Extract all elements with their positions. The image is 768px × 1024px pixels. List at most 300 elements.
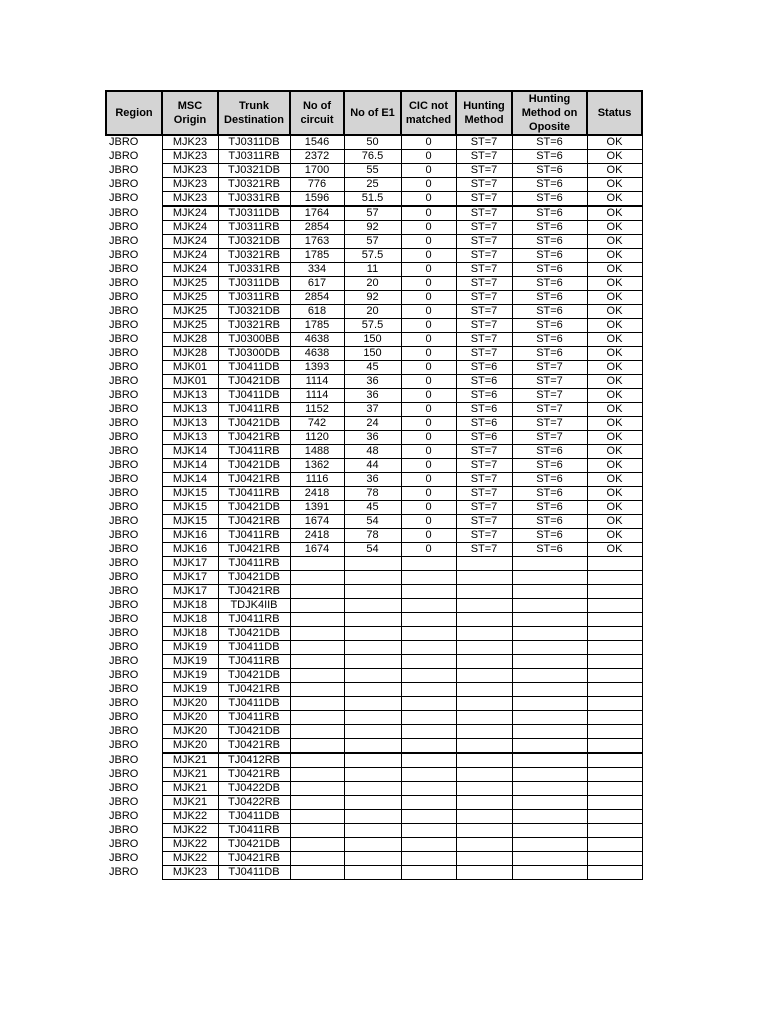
trunk-destination-cell: TJ0421RB xyxy=(218,473,290,487)
table-row xyxy=(106,263,642,277)
no-of-e1-cell: 57 xyxy=(344,235,401,249)
table-row xyxy=(106,725,642,739)
table-row xyxy=(106,852,642,866)
hunting-method-opposite-cell: ST=6 xyxy=(512,192,587,207)
cic-not-matched-cell xyxy=(401,866,456,880)
msc-origin-cell: MJK23 xyxy=(162,866,218,880)
no-of-circuit-cell xyxy=(290,599,344,613)
hunting-method-cell: ST=6 xyxy=(456,417,512,431)
no-of-circuit-cell xyxy=(290,824,344,838)
no-of-circuit-cell: 1120 xyxy=(290,431,344,445)
cic-not-matched-cell xyxy=(401,768,456,782)
no-of-e1-cell xyxy=(344,796,401,810)
msc-origin-cell: MJK20 xyxy=(162,739,218,754)
trunk-destination-cell: TJ0311RB xyxy=(218,291,290,305)
table-body xyxy=(106,135,642,880)
msc-origin-cell: MJK14 xyxy=(162,473,218,487)
region-cell: JBRO xyxy=(106,810,162,824)
table-row xyxy=(106,375,642,389)
cic-not-matched-cell: 0 xyxy=(401,347,456,361)
no-of-e1-cell xyxy=(344,810,401,824)
hunting-method-cell xyxy=(456,725,512,739)
no-of-circuit-cell: 742 xyxy=(290,417,344,431)
msc-origin-cell: MJK18 xyxy=(162,627,218,641)
hunting-method-opposite-cell: ST=6 xyxy=(512,164,587,178)
region-cell: JBRO xyxy=(106,389,162,403)
hunting-method-opposite-cell: ST=6 xyxy=(512,487,587,501)
hunting-method-opposite-cell: ST=6 xyxy=(512,529,587,543)
no-of-e1-cell xyxy=(344,725,401,739)
msc-origin-cell: MJK01 xyxy=(162,361,218,375)
no-of-circuit-cell: 1596 xyxy=(290,192,344,207)
status-cell xyxy=(587,838,642,852)
cic-not-matched-cell xyxy=(401,725,456,739)
trunk-destination-cell: TJ0311RB xyxy=(218,221,290,235)
trunk-destination-cell: TJ0411DB xyxy=(218,389,290,403)
region-cell: JBRO xyxy=(106,249,162,263)
hunting-method-opposite-cell: ST=6 xyxy=(512,515,587,529)
status-cell xyxy=(587,557,642,571)
status-cell: OK xyxy=(587,192,642,207)
no-of-circuit-cell: 1674 xyxy=(290,515,344,529)
msc-origin-cell: MJK28 xyxy=(162,347,218,361)
hunting-method-opposite-cell xyxy=(512,782,587,796)
no-of-e1-cell: 45 xyxy=(344,361,401,375)
table-row xyxy=(106,487,642,501)
table-row xyxy=(106,431,642,445)
trunk-destination-cell: TJ0421RB xyxy=(218,739,290,754)
table-row xyxy=(106,235,642,249)
trunk-destination-cell: TJ0421DB xyxy=(218,501,290,515)
no-of-e1-cell: 78 xyxy=(344,529,401,543)
header-status: Status xyxy=(587,91,642,135)
region-cell: JBRO xyxy=(106,333,162,347)
status-cell xyxy=(587,669,642,683)
no-of-e1-cell: 55 xyxy=(344,164,401,178)
hunting-method-cell: ST=7 xyxy=(456,192,512,207)
hunting-method-cell xyxy=(456,557,512,571)
cic-not-matched-cell: 0 xyxy=(401,150,456,164)
status-cell: OK xyxy=(587,249,642,263)
cic-not-matched-cell xyxy=(401,824,456,838)
cic-not-matched-cell: 0 xyxy=(401,333,456,347)
region-cell: JBRO xyxy=(106,782,162,796)
table-row xyxy=(106,768,642,782)
trunk-status-table xyxy=(105,90,643,880)
trunk-destination-cell: TJ0421RB xyxy=(218,852,290,866)
msc-origin-cell: MJK18 xyxy=(162,613,218,627)
status-cell: OK xyxy=(587,487,642,501)
cic-not-matched-cell: 0 xyxy=(401,515,456,529)
cic-not-matched-cell xyxy=(401,697,456,711)
no-of-e1-cell: 11 xyxy=(344,263,401,277)
no-of-circuit-cell xyxy=(290,796,344,810)
status-cell: OK xyxy=(587,319,642,333)
cic-not-matched-cell xyxy=(401,613,456,627)
hunting-method-cell xyxy=(456,599,512,613)
no-of-e1-cell: 20 xyxy=(344,277,401,291)
no-of-circuit-cell: 1114 xyxy=(290,389,344,403)
status-cell: OK xyxy=(587,389,642,403)
no-of-e1-cell: 36 xyxy=(344,375,401,389)
cic-not-matched-cell xyxy=(401,641,456,655)
region-cell: JBRO xyxy=(106,178,162,192)
msc-origin-cell: MJK22 xyxy=(162,810,218,824)
no-of-circuit-cell xyxy=(290,683,344,697)
no-of-e1-cell: 45 xyxy=(344,501,401,515)
hunting-method-opposite-cell: ST=6 xyxy=(512,277,587,291)
msc-origin-cell: MJK25 xyxy=(162,291,218,305)
hunting-method-cell: ST=7 xyxy=(456,319,512,333)
hunting-method-cell: ST=7 xyxy=(456,291,512,305)
cic-not-matched-cell: 0 xyxy=(401,445,456,459)
status-cell xyxy=(587,711,642,725)
trunk-destination-cell: TJ0411RB xyxy=(218,557,290,571)
table-row xyxy=(106,810,642,824)
hunting-method-cell: ST=7 xyxy=(456,445,512,459)
no-of-e1-cell: 54 xyxy=(344,515,401,529)
msc-origin-cell: MJK14 xyxy=(162,459,218,473)
msc-origin-cell: MJK17 xyxy=(162,585,218,599)
msc-origin-cell: MJK24 xyxy=(162,235,218,249)
status-cell: OK xyxy=(587,263,642,277)
cic-not-matched-cell xyxy=(401,782,456,796)
msc-origin-cell: MJK24 xyxy=(162,221,218,235)
trunk-destination-cell: TJ0311DB xyxy=(218,135,290,150)
table-row xyxy=(106,403,642,417)
no-of-circuit-cell xyxy=(290,557,344,571)
msc-origin-cell: MJK19 xyxy=(162,669,218,683)
hunting-method-opposite-cell: ST=7 xyxy=(512,431,587,445)
no-of-e1-cell xyxy=(344,753,401,768)
region-cell: JBRO xyxy=(106,683,162,697)
status-cell: OK xyxy=(587,291,642,305)
status-cell: OK xyxy=(587,235,642,249)
table-row xyxy=(106,753,642,768)
msc-origin-cell: MJK13 xyxy=(162,417,218,431)
hunting-method-opposite-cell: ST=6 xyxy=(512,135,587,150)
cic-not-matched-cell: 0 xyxy=(401,192,456,207)
no-of-e1-cell xyxy=(344,683,401,697)
no-of-circuit-cell xyxy=(290,641,344,655)
trunk-destination-cell: TJ0411DB xyxy=(218,697,290,711)
hunting-method-cell: ST=7 xyxy=(456,473,512,487)
hunting-method-cell: ST=7 xyxy=(456,263,512,277)
hunting-method-opposite-cell: ST=7 xyxy=(512,361,587,375)
msc-origin-cell: MJK28 xyxy=(162,333,218,347)
region-cell: JBRO xyxy=(106,529,162,543)
header-trunk-destination: Trunk Destination xyxy=(218,91,290,135)
hunting-method-opposite-cell xyxy=(512,585,587,599)
table-row xyxy=(106,669,642,683)
cic-not-matched-cell: 0 xyxy=(401,178,456,192)
hunting-method-opposite-cell xyxy=(512,768,587,782)
region-cell: JBRO xyxy=(106,431,162,445)
trunk-destination-cell: TJ0421DB xyxy=(218,571,290,585)
trunk-destination-cell: TJ0321RB xyxy=(218,178,290,192)
table-row xyxy=(106,206,642,221)
table-row xyxy=(106,249,642,263)
table-row xyxy=(106,838,642,852)
region-cell: JBRO xyxy=(106,824,162,838)
status-cell xyxy=(587,683,642,697)
hunting-method-opposite-cell: ST=6 xyxy=(512,445,587,459)
trunk-destination-cell: TJ0411RB xyxy=(218,824,290,838)
hunting-method-opposite-cell xyxy=(512,852,587,866)
status-cell: OK xyxy=(587,178,642,192)
trunk-destination-cell: TJ0411DB xyxy=(218,866,290,880)
no-of-e1-cell xyxy=(344,739,401,754)
table-row xyxy=(106,473,642,487)
table-row xyxy=(106,571,642,585)
no-of-circuit-cell: 1785 xyxy=(290,249,344,263)
status-cell: OK xyxy=(587,361,642,375)
region-cell: JBRO xyxy=(106,697,162,711)
no-of-e1-cell xyxy=(344,852,401,866)
no-of-circuit-cell xyxy=(290,627,344,641)
no-of-circuit-cell xyxy=(290,739,344,754)
region-cell: JBRO xyxy=(106,192,162,207)
table-row xyxy=(106,515,642,529)
status-cell: OK xyxy=(587,431,642,445)
cic-not-matched-cell xyxy=(401,711,456,725)
no-of-circuit-cell xyxy=(290,838,344,852)
trunk-destination-cell: TJ0311RB xyxy=(218,150,290,164)
status-cell xyxy=(587,571,642,585)
hunting-method-cell xyxy=(456,627,512,641)
cic-not-matched-cell: 0 xyxy=(401,431,456,445)
table-row xyxy=(106,291,642,305)
hunting-method-cell xyxy=(456,768,512,782)
msc-origin-cell: MJK17 xyxy=(162,571,218,585)
hunting-method-opposite-cell: ST=6 xyxy=(512,235,587,249)
hunting-method-opposite-cell xyxy=(512,571,587,585)
cic-not-matched-cell: 0 xyxy=(401,459,456,473)
cic-not-matched-cell xyxy=(401,655,456,669)
region-cell: JBRO xyxy=(106,543,162,557)
hunting-method-opposite-cell: ST=6 xyxy=(512,221,587,235)
no-of-e1-cell: 150 xyxy=(344,333,401,347)
no-of-e1-cell xyxy=(344,768,401,782)
no-of-circuit-cell xyxy=(290,585,344,599)
no-of-e1-cell: 76.5 xyxy=(344,150,401,164)
status-cell xyxy=(587,739,642,754)
no-of-circuit-cell: 1488 xyxy=(290,445,344,459)
cic-not-matched-cell xyxy=(401,557,456,571)
status-cell: OK xyxy=(587,473,642,487)
hunting-method-opposite-cell: ST=6 xyxy=(512,459,587,473)
hunting-method-opposite-cell: ST=7 xyxy=(512,389,587,403)
no-of-circuit-cell xyxy=(290,571,344,585)
table-header xyxy=(106,91,642,135)
msc-origin-cell: MJK23 xyxy=(162,192,218,207)
trunk-destination-cell: TJ0321DB xyxy=(218,164,290,178)
hunting-method-opposite-cell: ST=6 xyxy=(512,263,587,277)
msc-origin-cell: MJK24 xyxy=(162,263,218,277)
hunting-method-cell xyxy=(456,753,512,768)
hunting-method-opposite-cell xyxy=(512,557,587,571)
hunting-method-cell xyxy=(456,838,512,852)
hunting-method-opposite-cell: ST=6 xyxy=(512,249,587,263)
region-cell: JBRO xyxy=(106,150,162,164)
trunk-destination-cell: TDJK4IIB xyxy=(218,599,290,613)
status-cell xyxy=(587,852,642,866)
cic-not-matched-cell: 0 xyxy=(401,263,456,277)
trunk-destination-cell: TJ0311DB xyxy=(218,277,290,291)
status-cell: OK xyxy=(587,150,642,164)
no-of-e1-cell: 92 xyxy=(344,221,401,235)
no-of-e1-cell xyxy=(344,613,401,627)
hunting-method-opposite-cell: ST=6 xyxy=(512,305,587,319)
no-of-e1-cell: 37 xyxy=(344,403,401,417)
trunk-destination-cell: TJ0421DB xyxy=(218,627,290,641)
hunting-method-cell xyxy=(456,852,512,866)
hunting-method-cell: ST=7 xyxy=(456,543,512,557)
status-cell xyxy=(587,655,642,669)
trunk-destination-cell: TJ0411RB xyxy=(218,529,290,543)
region-cell: JBRO xyxy=(106,206,162,221)
hunting-method-opposite-cell: ST=7 xyxy=(512,375,587,389)
no-of-circuit-cell: 617 xyxy=(290,277,344,291)
trunk-destination-cell: TJ0411RB xyxy=(218,403,290,417)
table-row xyxy=(106,135,642,150)
no-of-circuit-cell: 1546 xyxy=(290,135,344,150)
header-cic-not-matched: CIC not matched xyxy=(401,91,456,135)
hunting-method-opposite-cell xyxy=(512,824,587,838)
table-row xyxy=(106,333,642,347)
hunting-method-cell: ST=7 xyxy=(456,459,512,473)
hunting-method-opposite-cell: ST=6 xyxy=(512,543,587,557)
no-of-e1-cell: 150 xyxy=(344,347,401,361)
cic-not-matched-cell: 0 xyxy=(401,543,456,557)
trunk-destination-cell: TJ0311DB xyxy=(218,206,290,221)
hunting-method-cell: ST=7 xyxy=(456,515,512,529)
msc-origin-cell: MJK19 xyxy=(162,655,218,669)
hunting-method-cell: ST=6 xyxy=(456,403,512,417)
table-row xyxy=(106,711,642,725)
cic-not-matched-cell: 0 xyxy=(401,487,456,501)
trunk-destination-cell: TJ0300BB xyxy=(218,333,290,347)
msc-origin-cell: MJK19 xyxy=(162,683,218,697)
msc-origin-cell: MJK22 xyxy=(162,824,218,838)
table-row xyxy=(106,192,642,207)
region-cell: JBRO xyxy=(106,515,162,529)
status-cell: OK xyxy=(587,543,642,557)
header-msc-origin: MSC Origin xyxy=(162,91,218,135)
region-cell: JBRO xyxy=(106,347,162,361)
hunting-method-opposite-cell xyxy=(512,838,587,852)
status-cell: OK xyxy=(587,515,642,529)
table-row xyxy=(106,319,642,333)
table-row xyxy=(106,305,642,319)
trunk-destination-cell: TJ0421RB xyxy=(218,515,290,529)
table-row xyxy=(106,824,642,838)
cic-not-matched-cell: 0 xyxy=(401,164,456,178)
no-of-e1-cell: 50 xyxy=(344,135,401,150)
no-of-e1-cell: 36 xyxy=(344,473,401,487)
region-cell: JBRO xyxy=(106,627,162,641)
hunting-method-cell: ST=6 xyxy=(456,375,512,389)
trunk-destination-cell: TJ0300DB xyxy=(218,347,290,361)
status-cell: OK xyxy=(587,221,642,235)
msc-origin-cell: MJK20 xyxy=(162,697,218,711)
no-of-e1-cell xyxy=(344,866,401,880)
no-of-e1-cell xyxy=(344,627,401,641)
table-row xyxy=(106,445,642,459)
table-row xyxy=(106,655,642,669)
hunting-method-cell xyxy=(456,711,512,725)
hunting-method-cell: ST=7 xyxy=(456,487,512,501)
cic-not-matched-cell: 0 xyxy=(401,305,456,319)
no-of-circuit-cell: 334 xyxy=(290,263,344,277)
table-row xyxy=(106,221,642,235)
hunting-method-cell xyxy=(456,641,512,655)
hunting-method-opposite-cell: ST=6 xyxy=(512,347,587,361)
region-cell: JBRO xyxy=(106,641,162,655)
trunk-destination-cell: TJ0411RB xyxy=(218,711,290,725)
status-cell: OK xyxy=(587,347,642,361)
hunting-method-cell: ST=7 xyxy=(456,221,512,235)
status-cell xyxy=(587,627,642,641)
msc-origin-cell: MJK21 xyxy=(162,796,218,810)
header-no-of-circuit: No of circuit xyxy=(290,91,344,135)
no-of-e1-cell xyxy=(344,838,401,852)
region-cell: JBRO xyxy=(106,375,162,389)
cic-not-matched-cell: 0 xyxy=(401,135,456,150)
region-cell: JBRO xyxy=(106,599,162,613)
trunk-destination-cell: TJ0421RB xyxy=(218,431,290,445)
no-of-circuit-cell xyxy=(290,613,344,627)
hunting-method-opposite-cell xyxy=(512,711,587,725)
status-cell: OK xyxy=(587,305,642,319)
no-of-e1-cell: 51.5 xyxy=(344,192,401,207)
no-of-circuit-cell xyxy=(290,810,344,824)
region-cell: JBRO xyxy=(106,417,162,431)
status-cell xyxy=(587,613,642,627)
status-cell: OK xyxy=(587,459,642,473)
hunting-method-opposite-cell xyxy=(512,613,587,627)
region-cell: JBRO xyxy=(106,487,162,501)
cic-not-matched-cell: 0 xyxy=(401,403,456,417)
hunting-method-opposite-cell: ST=6 xyxy=(512,150,587,164)
status-cell xyxy=(587,641,642,655)
trunk-destination-cell: TJ0411RB xyxy=(218,487,290,501)
msc-origin-cell: MJK17 xyxy=(162,557,218,571)
hunting-method-cell: ST=7 xyxy=(456,178,512,192)
status-cell: OK xyxy=(587,135,642,150)
no-of-circuit-cell: 4638 xyxy=(290,333,344,347)
no-of-circuit-cell xyxy=(290,852,344,866)
msc-origin-cell: MJK24 xyxy=(162,249,218,263)
region-cell: JBRO xyxy=(106,445,162,459)
table-row xyxy=(106,543,642,557)
no-of-circuit-cell: 1785 xyxy=(290,319,344,333)
hunting-method-opposite-cell xyxy=(512,697,587,711)
no-of-circuit-cell: 1763 xyxy=(290,235,344,249)
cic-not-matched-cell: 0 xyxy=(401,291,456,305)
status-cell xyxy=(587,599,642,613)
trunk-destination-cell: TJ0421DB xyxy=(218,459,290,473)
no-of-e1-cell: 25 xyxy=(344,178,401,192)
table-row xyxy=(106,557,642,571)
hunting-method-cell: ST=7 xyxy=(456,206,512,221)
hunting-method-opposite-cell xyxy=(512,683,587,697)
trunk-destination-cell: TJ0422DB xyxy=(218,782,290,796)
hunting-method-opposite-cell: ST=6 xyxy=(512,333,587,347)
region-cell: JBRO xyxy=(106,403,162,417)
trunk-destination-cell: TJ0421DB xyxy=(218,375,290,389)
no-of-e1-cell: 48 xyxy=(344,445,401,459)
